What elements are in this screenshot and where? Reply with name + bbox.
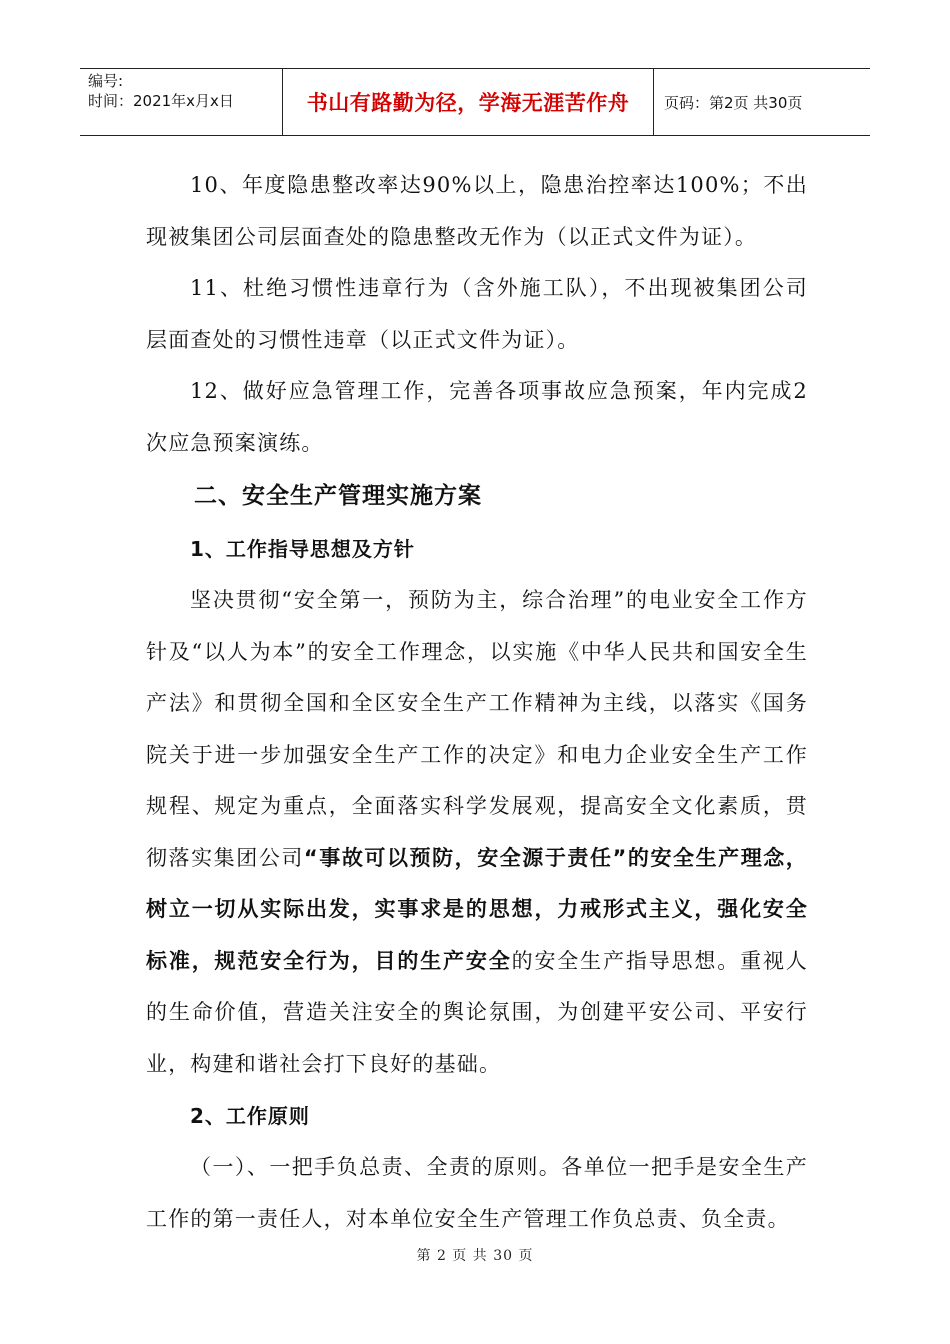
document-header [80,68,870,136]
guiding-text-bold: “事故可以预防，安全源于责任”的安全生产理念，树立一切从实际出发，实事求是的思想，力戒形式主义，强化安全标准，规范安全行为，目的生产安全 [146,845,809,973]
header-meta [80,69,282,135]
paragraph-item-12: 12、做好应急管理工作，完善各项事故应急预案，年内完成2次应急预案演练。 [146,379,808,455]
header-page-info: 页码：第2页 共30页 [664,93,803,112]
subsection-title-guiding-thought: 1、工作指导思想及方针 [190,537,415,561]
document-number-label: 编号: [88,72,124,90]
guiding-text-part-a: 坚决贯彻“安全第一，预防为主，综合治理”的电业安全工作方针及“以人为本”的安全工作理念，以实施《中华人民共和国安全生产法》和贯彻全国和全区安全生产工作精神为主线，以落实《国务院关于进一步加强安全生产工作的决定》和电力企业安全生产工作规程、规定为重点，全面落实科学发展观，提高安全文化素质，贯彻落实集团公司 [146,588,808,870]
subsection-title-principles: 2、工作原则 [190,1104,310,1128]
page-footer: 第 2 页 共 30 页 [416,1248,534,1264]
document-time-label: 时间：2021年x月x日 [88,92,234,110]
guiding-text-part-b: 的安全生产指导思想。重视人的生命价值，营造关注安全的舆论氛围，为创建平安公司、平安行业，构建和谐社会打下良好的基础。 [146,948,808,1076]
paragraph-item-10: 10、年度隐患整改率达90%以上，隐患治控率达100%；不出现被集团公司层面查处的隐患整改无作为（以正式文件为证）。 [146,173,808,249]
paragraph-principle-1: （一）、一把手负总责、全责的原则。各单位一把手是安全生产工作的第一责任人，对本单位安全生产管理工作负总责、负全责。 [146,1155,808,1231]
document-body [146,160,808,1245]
paragraph-item-11: 11、杜绝习惯性违章行为（含外施工队），不出现被集团公司层面查处的习惯性违章（以正式文件为证）。 [146,276,808,352]
section-title: 二、安全生产管理实施方案 [194,483,482,509]
header-motto: 书山有路勤为径，学海无涯苦作舟 [282,69,654,135]
paragraph-guiding-thought [146,575,808,1090]
